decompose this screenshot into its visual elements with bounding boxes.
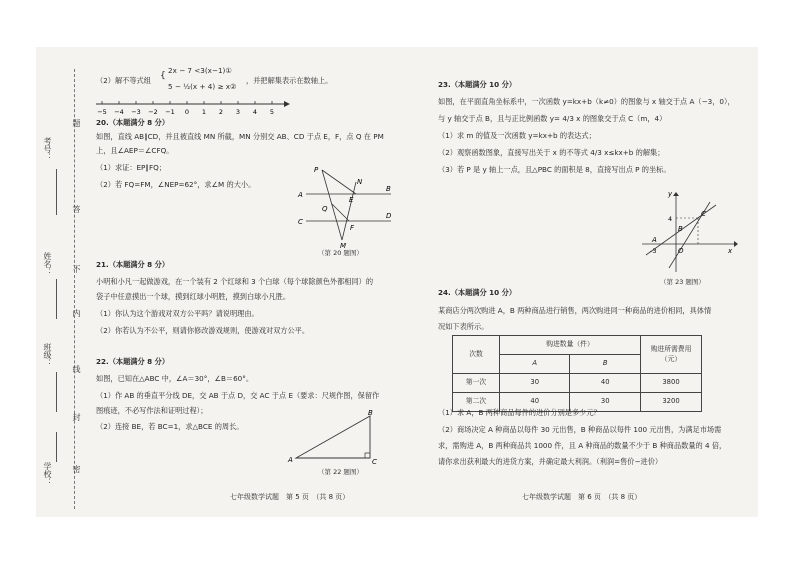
school-label: 学校： bbox=[43, 462, 52, 486]
origin-label: O bbox=[678, 247, 684, 255]
q22-figure bbox=[286, 406, 386, 466]
exam-number-label: 考号： bbox=[43, 137, 52, 161]
number-line-tick-label: 2 bbox=[218, 108, 224, 116]
purchase-table bbox=[452, 335, 702, 412]
q24-header: 24.（本题满分 10 分） bbox=[438, 288, 517, 297]
binding-label: 答 bbox=[72, 205, 81, 213]
binding-strip bbox=[36, 47, 84, 517]
binding-label: 不 bbox=[72, 265, 81, 273]
number-line-tick-label: −1 bbox=[165, 108, 175, 116]
school-blank bbox=[56, 432, 57, 462]
q23-part1: （1）求 m 的值及一次函数 y=kx+b 的表达式； bbox=[438, 131, 596, 140]
q24-part1: （1）求 A，B 两种商品每件的进价分别是多少元？ bbox=[438, 408, 601, 417]
binding-label: 内 bbox=[72, 309, 81, 317]
q23-caption: （第 23 题图） bbox=[660, 278, 705, 286]
tick-label: 4 bbox=[668, 215, 673, 223]
q22-part2: （2）连接 BE，若 BC=1，求△BCE 的周长。 bbox=[96, 422, 244, 431]
number-line-tick-label: 0 bbox=[184, 108, 190, 116]
axis-label: x bbox=[728, 247, 733, 255]
number-line-tick-label: 5 bbox=[269, 108, 275, 116]
table-header: 购进数量（件） bbox=[500, 336, 641, 355]
number-line-tick-label: 1 bbox=[201, 108, 207, 116]
q24-text: 况如下表所示。 bbox=[438, 322, 489, 331]
q22-caption: （第 22 题图） bbox=[318, 468, 363, 476]
table-cell: 40 bbox=[500, 393, 570, 412]
table-header: A bbox=[500, 355, 570, 374]
axis-label: y bbox=[668, 190, 673, 198]
point-label: A bbox=[288, 456, 293, 464]
name-label: 姓名： bbox=[43, 252, 52, 276]
name-blank bbox=[56, 279, 57, 319]
q22-header: 22.（本题满分 8 分） bbox=[96, 357, 170, 366]
q22-part1: 图痕迹，不必写作法和证明过程）； bbox=[96, 406, 208, 415]
table-cell: 30 bbox=[570, 393, 641, 412]
footer-page-5: 七年级数学试题 第 5 页 （共 8 页） bbox=[230, 493, 350, 501]
q23-text: 如图，在平面直角坐标系中，一次函数 y=kx+b（k≠0）的图象与 x 轴交于点 A（−3，0）， bbox=[438, 97, 735, 106]
q20-figure bbox=[296, 164, 396, 248]
number-line-tick-label: 4 bbox=[252, 108, 258, 116]
table-row bbox=[453, 374, 702, 393]
q22-text: 如图，已知在△ABC 中，∠A＝30°，∠B＝60°。 bbox=[96, 374, 254, 383]
table-cell: 3800 bbox=[641, 374, 702, 393]
q20-text: 上，且∠AEP＝∠CFQ。 bbox=[96, 146, 174, 155]
point-label: D bbox=[386, 212, 392, 220]
table-header: 购进所需费用 （元） bbox=[641, 336, 702, 374]
point-label: A bbox=[652, 236, 657, 244]
table-cell: 30 bbox=[500, 374, 570, 393]
point-label: C bbox=[372, 458, 377, 466]
q20-header: 20.（本题满分 8 分） bbox=[96, 118, 170, 127]
q21-part1: （1）你认为这个游戏对双方公平吗？请说明理由。 bbox=[96, 309, 259, 318]
tick-label: -3 bbox=[650, 247, 657, 255]
point-label: B bbox=[368, 409, 373, 417]
q23-part3: （3）若 P 是 y 轴上一点，且△PBC 的面积是 8，直接写出点 P 的坐标。 bbox=[438, 165, 671, 174]
point-label: N bbox=[357, 178, 363, 186]
point-label: E bbox=[349, 196, 354, 204]
point-label: C bbox=[298, 218, 303, 226]
number-line bbox=[96, 96, 296, 118]
point-label: Q bbox=[322, 205, 328, 213]
seal-line bbox=[74, 69, 75, 509]
q23-text: 与 y 轴交于点 B，且与正比例函数 y= 4/3 x 的图象交于点 C（m，4） bbox=[438, 114, 667, 123]
number-line-tick-label: −4 bbox=[114, 108, 124, 116]
number-line-tick-label: −3 bbox=[131, 108, 141, 116]
q24-part2: （2）商场决定 A 种商品以每件 30 元出售，B 种商品以每件 100 元出售，为满足市场需 bbox=[438, 425, 722, 434]
binding-label: 密 bbox=[72, 465, 81, 473]
table-cell: 第一次 bbox=[453, 374, 500, 393]
q21-header: 21.（本题满分 8 分） bbox=[96, 260, 170, 269]
exam-number-blank bbox=[56, 169, 57, 215]
point-label: C bbox=[701, 210, 706, 218]
footer-page-6: 七年级数学试题 第 6 页 （共 8 页） bbox=[522, 493, 642, 501]
point-label: M bbox=[340, 242, 347, 248]
point-label: B bbox=[678, 225, 683, 233]
class-blank bbox=[56, 372, 57, 412]
q19-part2-suffix: ，并把解集表示在数轴上。 bbox=[246, 76, 333, 85]
q23-part2: （2）观察函数图象，直接写出关于 x 的不等式 4/3 x≤kx+b 的解集； bbox=[438, 148, 665, 157]
binding-label: 线 bbox=[72, 365, 81, 373]
q22-part1: （1）作 AB 的垂直平分线 DE，交 AB 于点 D，交 AC 于点 E（要求：尺规作图，保留作 bbox=[96, 391, 380, 400]
q24-text: 某商店分两次购进 A，B 两种商品进行销售，两次购进同一种商品的进价相同，具体情 bbox=[438, 306, 712, 315]
q21-text: 袋子中任意摸出一个球，摸到红球小明胜，摸到白球小凡胜。 bbox=[96, 292, 291, 301]
q20-part1: （1）求证：EP∥FQ； bbox=[96, 163, 166, 172]
table-cell: 3200 bbox=[641, 393, 702, 412]
binding-label: 题 bbox=[72, 119, 81, 127]
table-header: 次数 bbox=[453, 336, 500, 374]
q24-part2: 请你求出获利最大的进货方案，并确定最大利润。（利润=售价−进价） bbox=[438, 457, 663, 466]
number-line-tick-label: −5 bbox=[97, 108, 107, 116]
q21-text: 小明和小凡一起做游戏，在一个装有 2 个红球和 3 个白球（每个球除颜色外都相同）的 bbox=[96, 277, 374, 286]
number-line-tick-label: 3 bbox=[235, 108, 241, 116]
q19-part2-prefix: （2）解不等式组 bbox=[96, 76, 151, 85]
q20-text: 如图，直线 AB∥CD，并且被直线 MN 所截，MN 分别交 AB、CD 于点 E，F，点 Q 在 PM bbox=[96, 132, 384, 141]
point-label: P bbox=[314, 166, 319, 174]
q23-graph bbox=[638, 178, 738, 274]
q23-header: 23.（本题满分 10 分） bbox=[438, 80, 517, 89]
table-header: B bbox=[570, 355, 641, 374]
point-label: B bbox=[386, 185, 391, 193]
point-label: A bbox=[298, 191, 303, 199]
brace-icon: { bbox=[160, 71, 166, 81]
q21-part2: （2）你若认为不公平，则请你修改游戏规则，使游戏对双方公平。 bbox=[96, 326, 310, 335]
q19-inequality-2: 5 − ½(x + 4) ≥ x② bbox=[168, 82, 237, 91]
number-line-tick-label: −2 bbox=[148, 108, 158, 116]
class-label: 班级： bbox=[43, 343, 52, 367]
q19-inequality-1: 2x − 7 <3(x−1)① bbox=[168, 66, 232, 75]
binding-label: 封 bbox=[72, 413, 81, 421]
q20-part2: （2）若 FQ=FM，∠NEP=62°，求∠M 的大小。 bbox=[96, 180, 256, 189]
q24-part2: 求，需购进 A，B 两种商品共 1000 件，且 A 种商品的数量不少于 B 种商品数量的 4 倍， bbox=[438, 441, 727, 450]
point-label: F bbox=[350, 224, 355, 232]
table-cell: 40 bbox=[570, 374, 641, 393]
q20-caption: （第 20 题图） bbox=[318, 249, 363, 257]
table-cell: 第二次 bbox=[453, 393, 500, 412]
